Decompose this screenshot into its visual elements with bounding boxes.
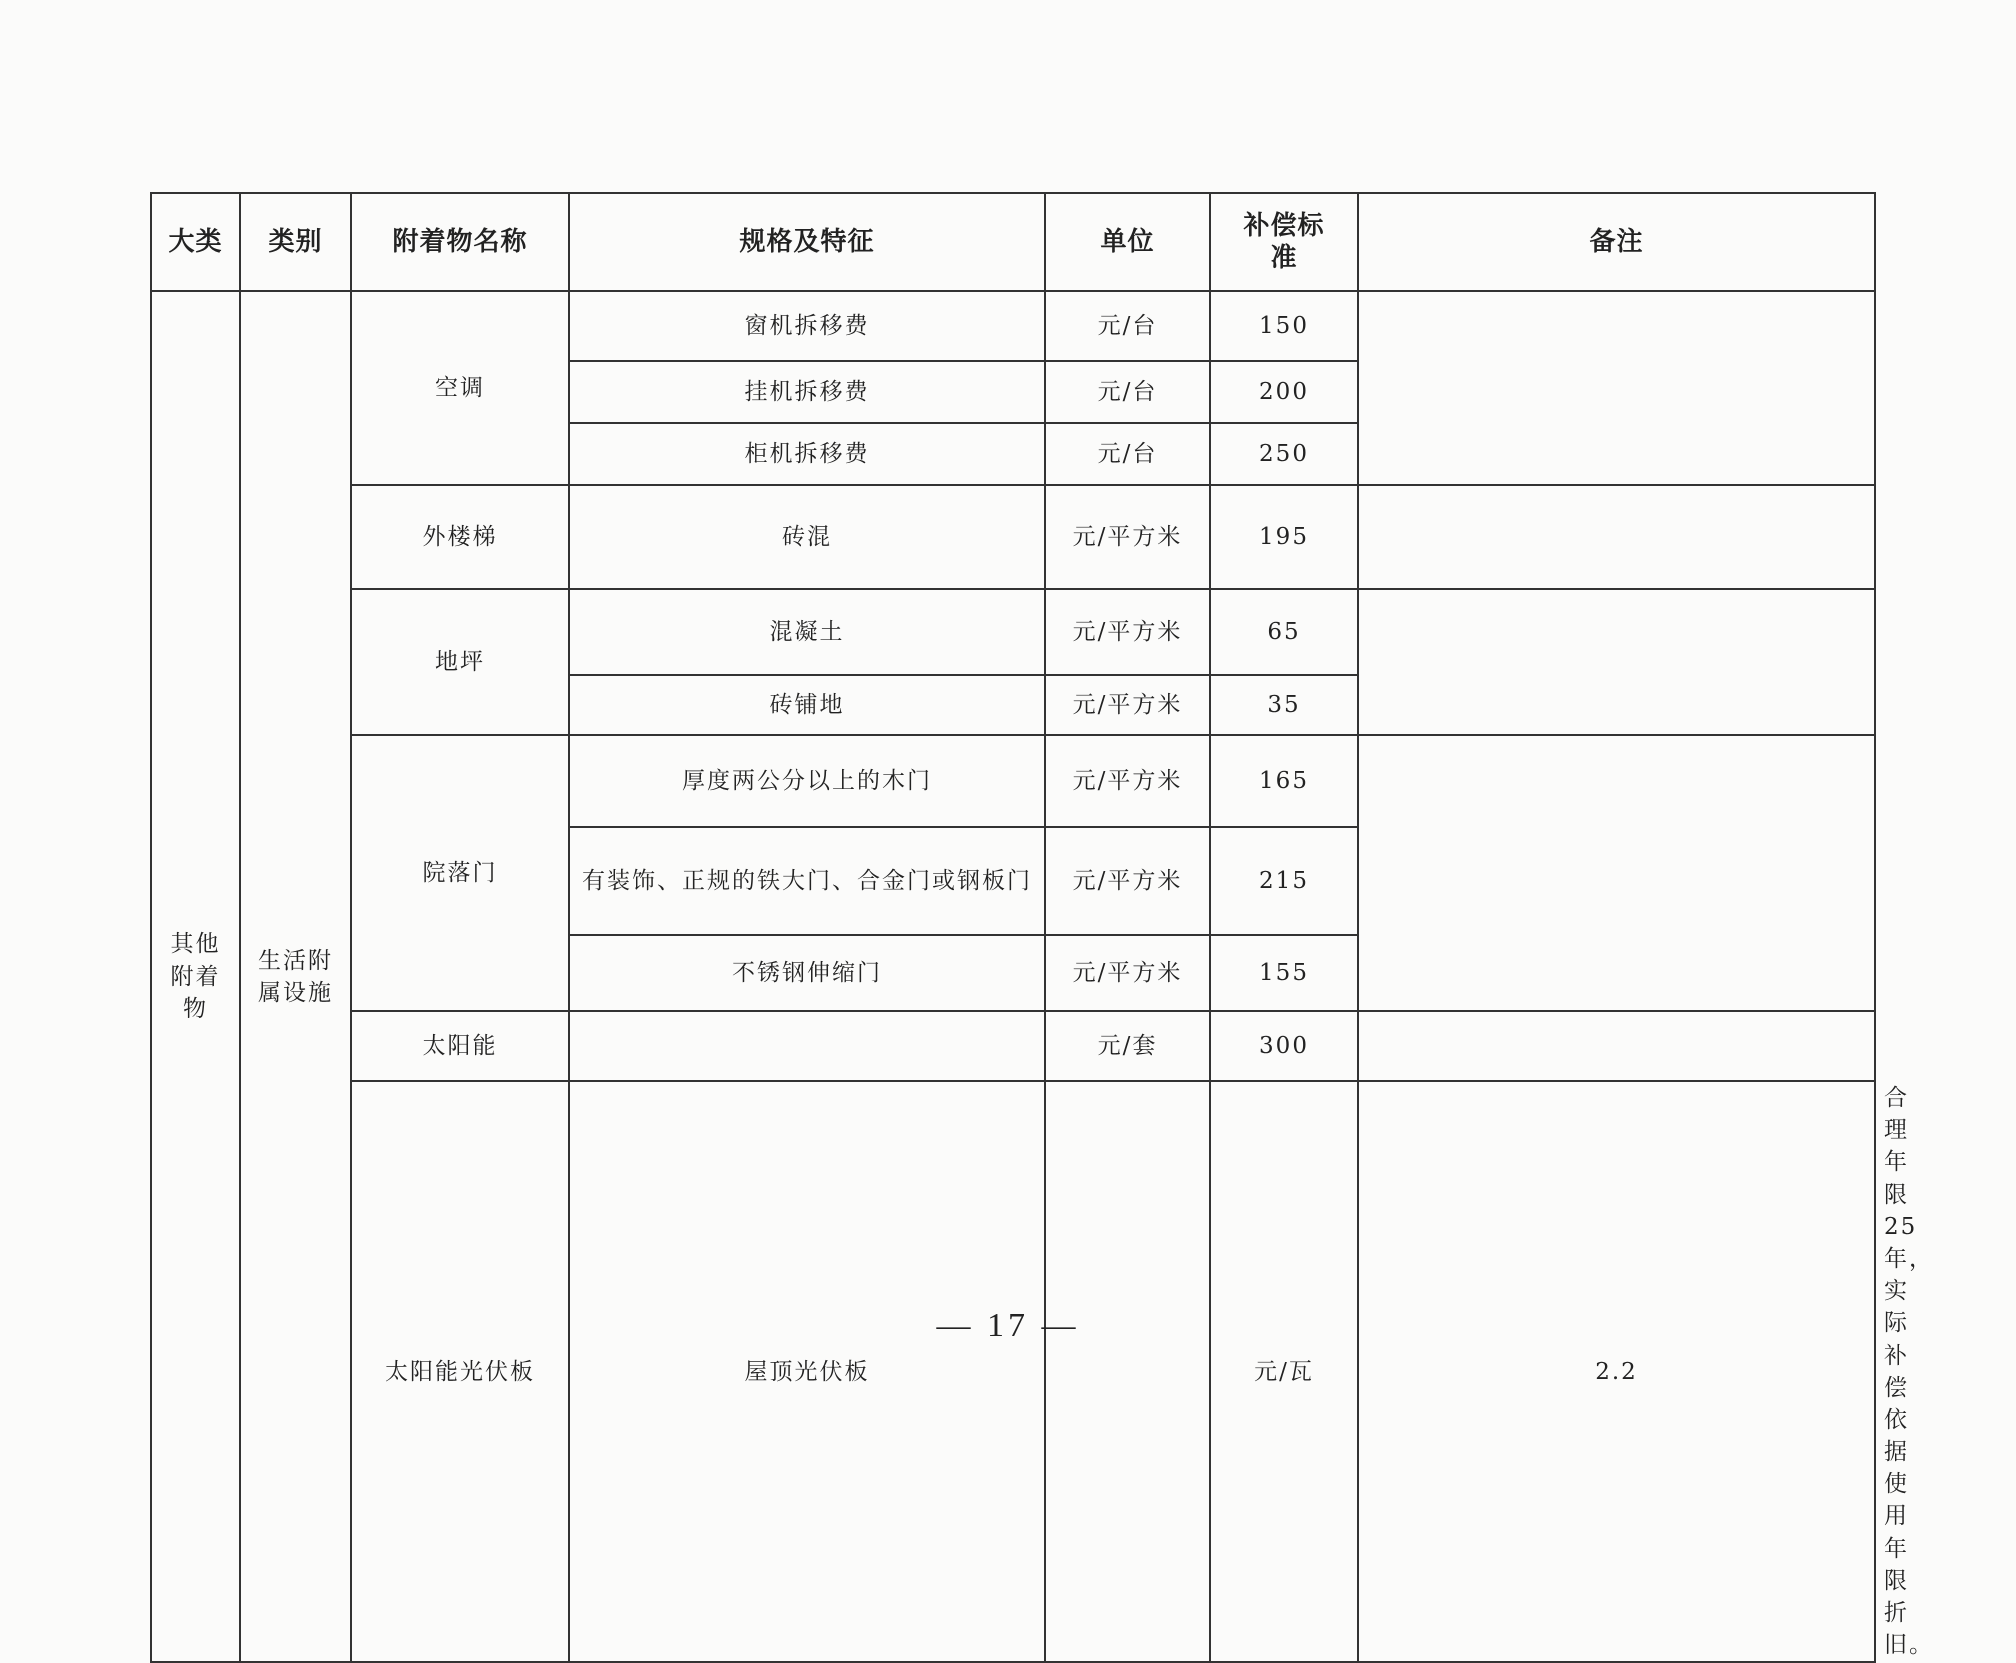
unit-cell: 元/平方米 [1045, 935, 1210, 1011]
item-solar: 太阳能 [351, 1011, 569, 1081]
table-row [151, 291, 1875, 361]
header-note: 备注 [1358, 193, 1875, 291]
value-cell: 250 [1210, 423, 1358, 485]
compensation-table [150, 192, 1934, 1663]
value-cell: 150 [1210, 291, 1358, 361]
spec-cell: 砖混 [569, 485, 1045, 589]
spec-cell: 挂机拆移费 [569, 361, 1045, 423]
table-row: 太阳能光伏板 屋顶光伏板 元/瓦 2.2 合理年限25年，实际补偿依据使用年限折旧。 [151, 1081, 1875, 1662]
table-row [151, 589, 1875, 675]
note-cell [1358, 291, 1875, 485]
header-standard [1210, 193, 1358, 291]
spec-cell: 不锈钢伸缩门 [569, 935, 1045, 1011]
unit-cell: 元/平方米 [1045, 589, 1210, 675]
unit-cell: 元/平方米 [1045, 675, 1210, 735]
value-cell: 2.2 [1358, 1081, 1875, 1662]
unit-cell: 元/台 [1045, 291, 1210, 361]
unit-cell: 元/平方米 [1045, 827, 1210, 935]
spec-cell: 窗机拆移费 [569, 291, 1045, 361]
spec-cell [1045, 1081, 1210, 1662]
value-cell: 195 [1210, 485, 1358, 589]
header-spec: 规格及特征 [569, 193, 1045, 291]
unit-cell: 元/套 [1045, 1011, 1210, 1081]
spec-cell: 柜机拆移费 [569, 423, 1045, 485]
table-row [151, 735, 1875, 827]
item-aircon: 空调 [351, 291, 569, 485]
value-cell: 215 [1210, 827, 1358, 935]
item-floor: 地坪 [351, 589, 569, 735]
note-cell [1358, 589, 1875, 735]
unit-cell: 元/台 [1045, 361, 1210, 423]
table-row [151, 485, 1875, 589]
spec-cell: 砖铺地 [569, 675, 1045, 735]
item-stairs: 外楼梯 [351, 485, 569, 589]
unit-cell: 元/平方米 [1045, 735, 1210, 827]
item-yard-gate: 院落门 [351, 735, 569, 1011]
header-standard-text: 补偿标准 [1243, 210, 1325, 273]
spec-cell [569, 1011, 1045, 1081]
spec-cell: 混凝土 [569, 589, 1045, 675]
value-cell: 65 [1210, 589, 1358, 675]
header-category: 类别 [240, 193, 351, 291]
unit-cell: 元/瓦 [1210, 1081, 1358, 1662]
header-row [151, 193, 1875, 291]
header-item-name: 附着物名称 [351, 193, 569, 291]
note-cell [1358, 1011, 1875, 1081]
unit-cell: 元/平方米 [1045, 485, 1210, 589]
note-cell [1358, 735, 1875, 1011]
spec-cell: 厚度两公分以上的木门 [569, 735, 1045, 827]
spec-cell: 有装饰、正规的铁大门、合金门或钢板门 [569, 827, 1045, 935]
category-solar-pv: 太阳能光伏板 [351, 1081, 569, 1662]
note-cell [1358, 485, 1875, 589]
header-unit: 单位 [1045, 193, 1210, 291]
header-major-category: 大类 [151, 193, 240, 291]
page-number: — 17 — [936, 1307, 1080, 1344]
value-cell: 155 [1210, 935, 1358, 1011]
value-cell: 300 [1210, 1011, 1358, 1081]
value-cell: 200 [1210, 361, 1358, 423]
table-row [151, 1011, 1875, 1081]
value-cell: 165 [1210, 735, 1358, 827]
major-category-cell: 其他附着物 [151, 291, 240, 1662]
item-pv-panel: 屋顶光伏板 [569, 1081, 1045, 1662]
unit-cell: 元/台 [1045, 423, 1210, 485]
value-cell: 35 [1210, 675, 1358, 735]
category-living: 生活附属设施 [240, 291, 351, 1662]
